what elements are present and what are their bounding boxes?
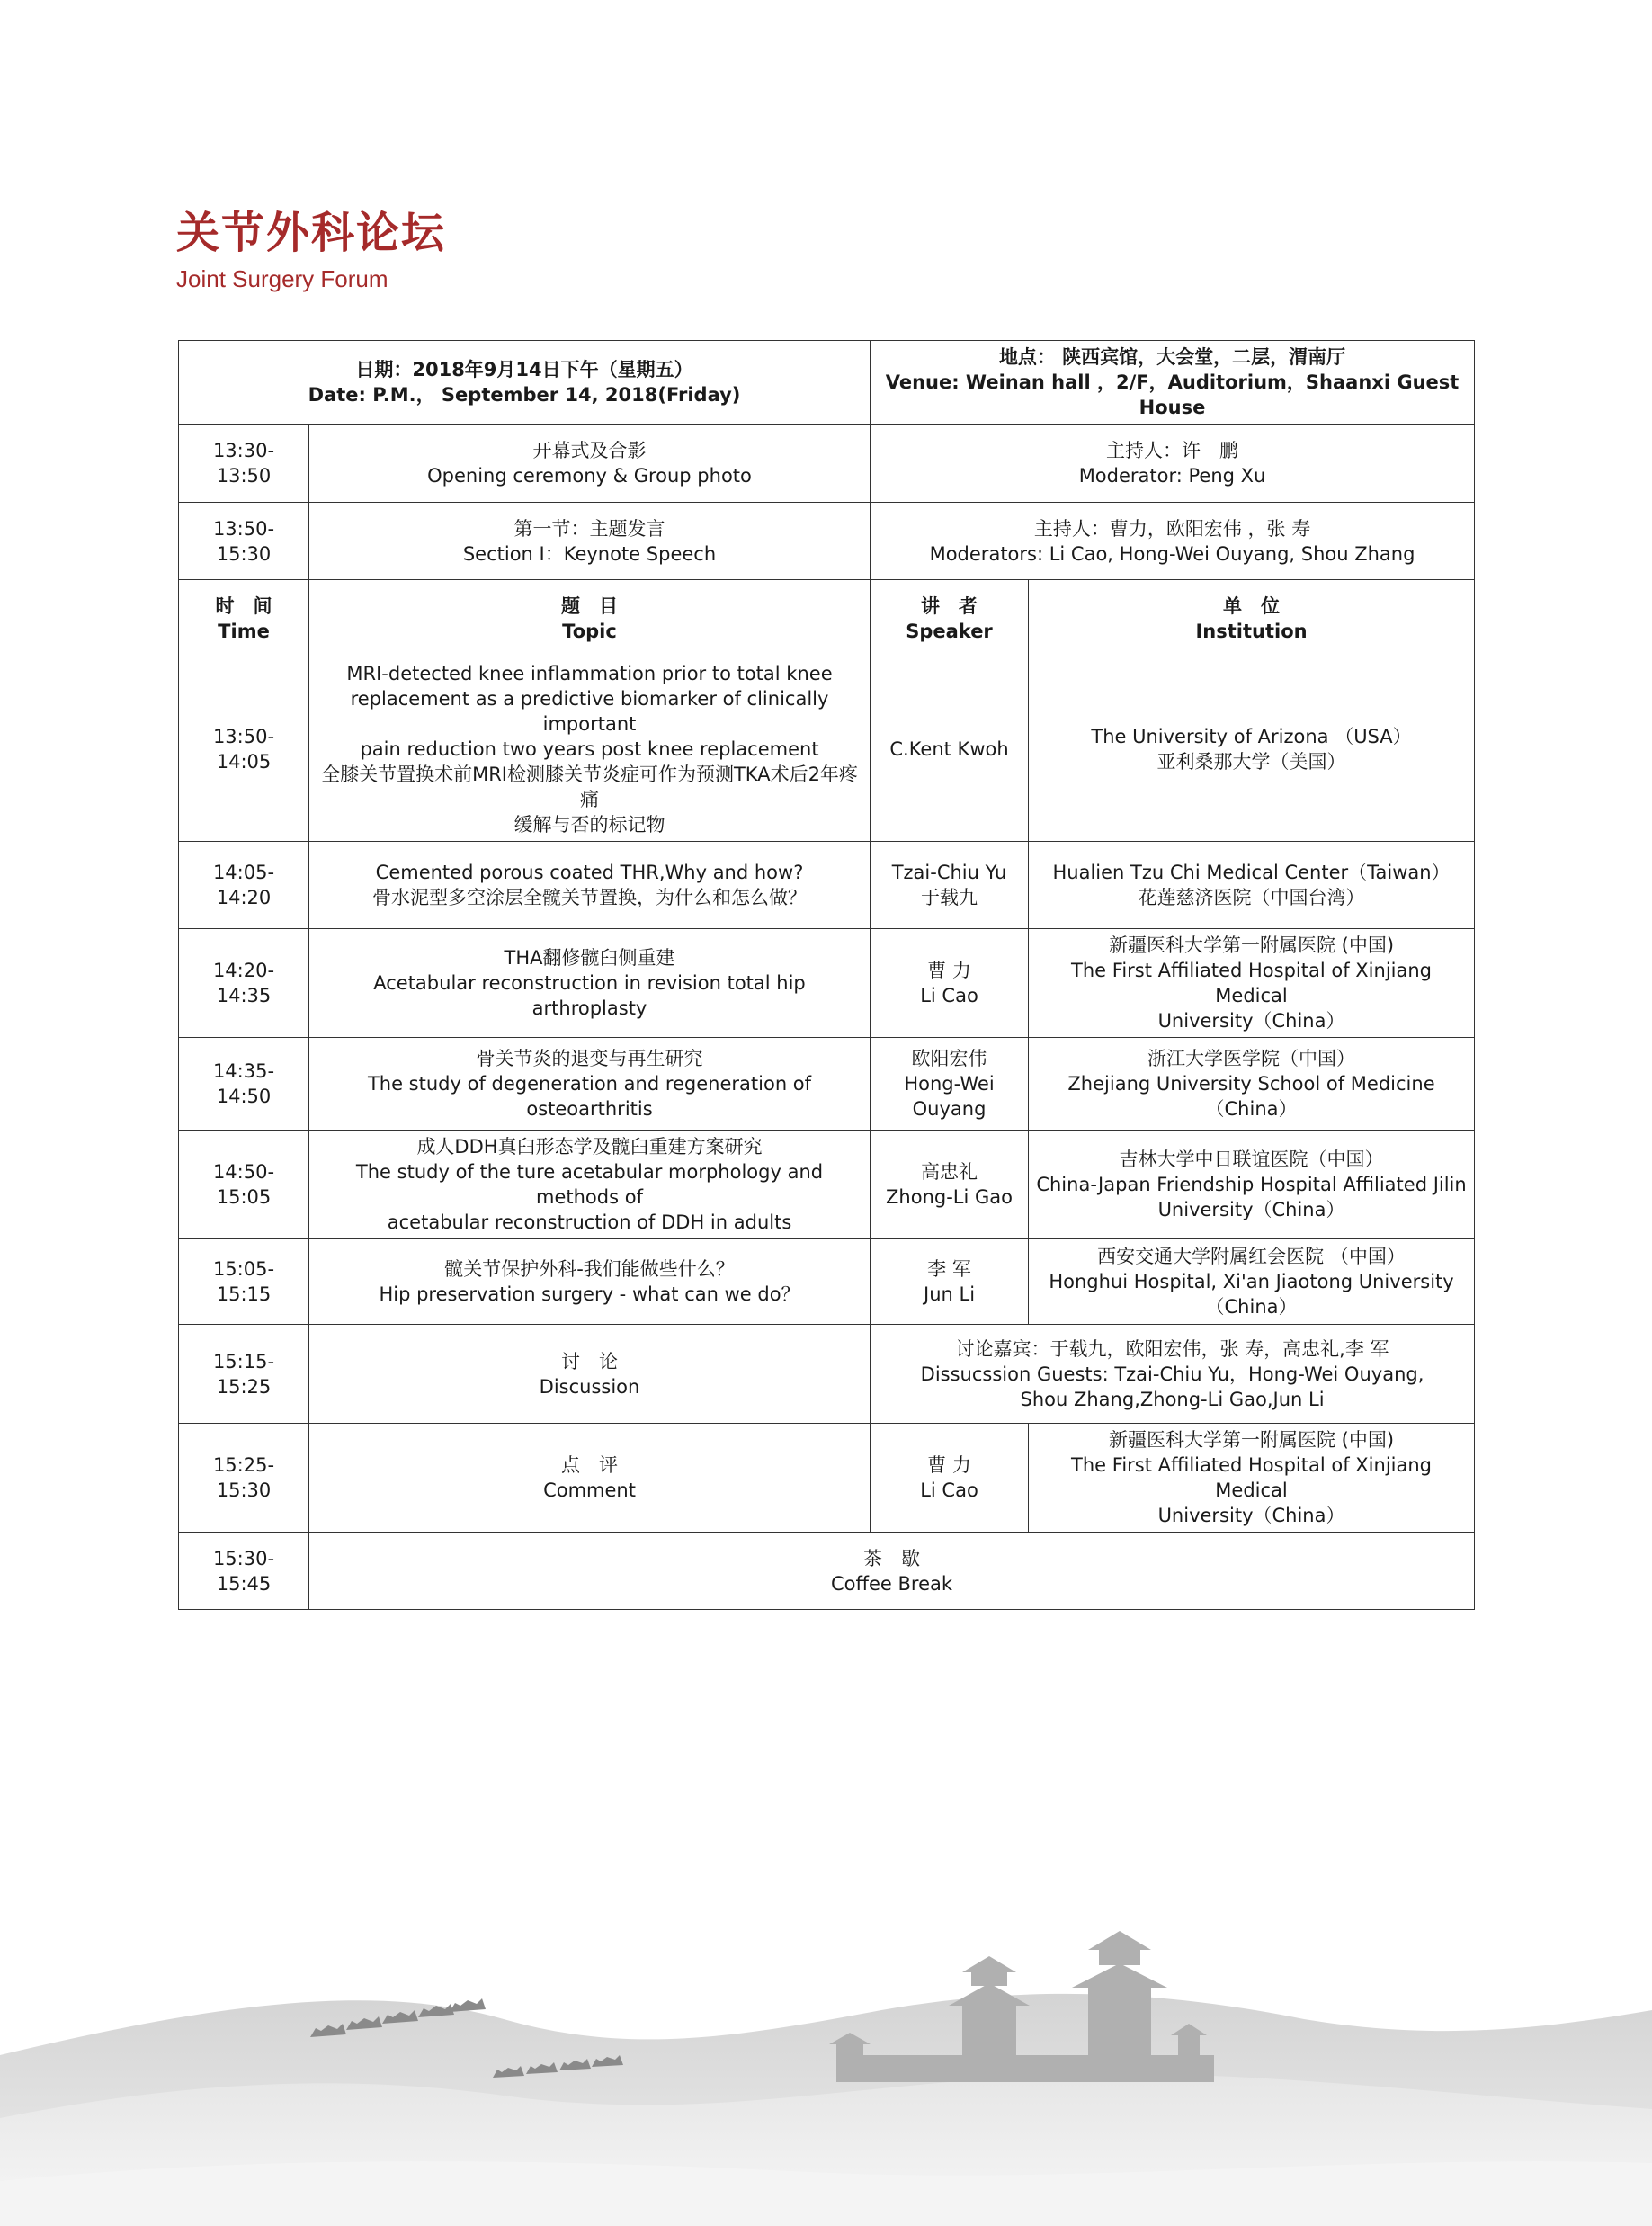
opening-row — [179, 425, 1475, 503]
talk-time: 14:05-14:20 — [179, 842, 309, 929]
talk-topic-line: The study of degeneration and regeneration of osteoarthritis — [367, 1073, 812, 1120]
section-time: 13:50-15:30 — [179, 503, 309, 580]
talk-institution — [1029, 842, 1475, 929]
comment-speaker-line: Li Cao — [920, 1480, 978, 1501]
talk-institution-line: 亚利桑那大学（美国） — [1156, 751, 1346, 773]
discussion-row — [179, 1325, 1475, 1424]
talk-topic-line: Hip preservation surgery - what can we do？ — [379, 1283, 800, 1305]
talk-topic-line: MRI-detected knee inflammation prior to total knee — [346, 663, 833, 684]
col-header-topic — [309, 580, 871, 657]
opening-topic — [309, 425, 871, 503]
venue-en: Venue: Weinan hall ，2/F，Auditorium，Shaanxi Guest House — [885, 371, 1460, 418]
talk-time: 15:05-15:15 — [179, 1239, 309, 1325]
talk-institution — [1029, 1038, 1475, 1131]
talk-topic — [309, 842, 871, 929]
talk-topic-line: 全膝关节置换术前MRI检测膝关节炎症可作为预测TKA术后2年疼痛 — [321, 764, 858, 810]
talk-speaker — [871, 657, 1029, 842]
talk-speaker-line: Zhong-Li Gao — [886, 1186, 1013, 1208]
talk-topic-line: pain reduction two years post knee replacement — [360, 738, 819, 760]
discussion-time: 15:15-15:25 — [179, 1325, 309, 1424]
talk-speaker-line: Hong-Wei — [904, 1073, 995, 1095]
forum-header — [176, 198, 446, 293]
talk-speaker — [871, 929, 1029, 1038]
talk-topic-line: 骨水泥型多空涂层全髋关节置换，为什么和怎么做？ — [372, 887, 807, 908]
talk-speaker-line: Tzai-Chiu Yu — [891, 862, 1007, 883]
talk-speaker-line: Ouyang — [912, 1098, 987, 1120]
opening-topic-en: Opening ceremony & Group photo — [427, 465, 752, 487]
talk-time: 14:50-15:05 — [179, 1131, 309, 1239]
talk-institution-line: （China） — [1205, 1296, 1298, 1318]
section-moderators — [871, 503, 1475, 580]
forum-title-cn: 关节外科论坛 — [176, 208, 447, 258]
comment-institution — [1029, 1424, 1475, 1533]
col-topic-en: Topic — [562, 620, 617, 642]
talk-topic-line: Cemented porous coated THR,Why and how? — [375, 862, 804, 883]
talk-institution-line: China-Japan Friendship Hospital Affiliated Jilin — [1036, 1174, 1467, 1195]
comment-institution-line: University（China） — [1157, 1505, 1345, 1526]
opening-moderator-en: Moderator: Peng Xu — [1078, 465, 1266, 487]
talk-institution-line: The University of Arizona （USA） — [1091, 726, 1412, 747]
talk-row — [179, 1038, 1475, 1131]
comment-speaker-line: 曹 力 — [927, 1454, 971, 1476]
col-header-speaker — [871, 580, 1029, 657]
talk-row — [179, 842, 1475, 929]
col-institution-cn: 单 位 — [1223, 594, 1281, 617]
forum-title-en: Joint Surgery Forum — [176, 265, 388, 292]
talk-row — [179, 929, 1475, 1038]
talk-time: 14:20-14:35 — [179, 929, 309, 1038]
discussion-topic-line: 讨 论 — [561, 1350, 618, 1372]
col-header-time — [179, 580, 309, 657]
comment-speaker — [871, 1424, 1029, 1533]
talk-institution — [1029, 1131, 1475, 1239]
talk-institution-line: Honghui Hospital, Xi'an Jiaotong University — [1049, 1271, 1454, 1292]
talk-institution-line: University（China） — [1157, 1010, 1345, 1032]
comment-institution-line: The First Affiliated Hospital of Xinjiang Medical — [1071, 1454, 1432, 1501]
talk-topic-line: 髋关节保护外科-我们能做些什么？ — [444, 1258, 735, 1280]
talk-institution — [1029, 1239, 1475, 1325]
talk-institution-line: Zhejiang University School of Medicine — [1067, 1073, 1435, 1095]
discussion-guests-line: 讨论嘉宾：于载九，欧阳宏伟，张 寿，高忠礼,李 军 — [955, 1337, 1389, 1360]
talk-institution-line: 吉林大学中日联谊医院（中国） — [1119, 1149, 1384, 1170]
talk-institution-line: Hualien Tzu Chi Medical Center（Taiwan） — [1052, 862, 1451, 883]
talk-time: 14:35-14:50 — [179, 1038, 309, 1131]
talk-topic-line: acetabular reconstruction of DDH in adults — [387, 1211, 792, 1233]
talk-institution-line: 西安交通大学附属红会医院 （中国） — [1097, 1246, 1406, 1267]
coffee-label-line: 茶 歇 — [863, 1547, 921, 1569]
talk-topic-line: 成人DDH真臼形态学及髋臼重建方案研究 — [416, 1136, 763, 1158]
section-moderator-en: Moderators: Li Cao, Hong-Wei Ouyang, Shou Zhang — [929, 542, 1415, 565]
talk-speaker — [871, 1131, 1029, 1239]
comment-topic-line: Comment — [543, 1480, 636, 1501]
talk-speaker-line: 高忠礼 — [921, 1161, 978, 1183]
talk-speaker-line: Li Cao — [920, 985, 978, 1006]
talk-topic — [309, 1131, 871, 1239]
col-institution-en: Institution — [1195, 620, 1308, 642]
discussion-guests-line: Shou Zhang,Zhong-Li Gao,Jun Li — [1020, 1388, 1325, 1410]
talk-topic-line: THA翻修髋臼侧重建 — [504, 947, 675, 969]
talk-topic-line: replacement as a predictive biomarker of clinically important — [350, 688, 829, 735]
opening-time: 13:30-13:50 — [179, 425, 309, 503]
venue-cn: 地点： 陕西宾馆，大会堂，二层，渭南厅 — [998, 346, 1346, 368]
coffee-break-row — [179, 1533, 1475, 1610]
col-time-cn: 时 间 — [215, 594, 272, 617]
talk-row — [179, 1131, 1475, 1239]
talk-institution — [1029, 929, 1475, 1038]
info-row — [179, 341, 1475, 425]
talk-topic — [309, 657, 871, 842]
talk-speaker-line: C.Kent Kwoh — [889, 738, 1009, 760]
talk-topic — [309, 1239, 871, 1325]
col-speaker-cn: 讲 者 — [921, 594, 978, 617]
comment-topic-line: 点 评 — [561, 1454, 618, 1476]
talk-institution-line: 浙江大学医学院（中国） — [1147, 1048, 1356, 1069]
program-table — [178, 340, 1475, 1610]
comment-row — [179, 1424, 1475, 1533]
opening-topic-cn: 开幕式及合影 — [532, 440, 647, 461]
comment-time: 15:25-15:30 — [179, 1424, 309, 1533]
date-cn: 日期：2018年9月14日下午（星期五） — [355, 359, 693, 380]
section-topic-cn: 第一节：主题发言 — [513, 517, 665, 540]
talk-topic-line: 缓解与否的标记物 — [513, 814, 665, 836]
talk-topic-line: The study of the ture acetabular morphology and methods of — [355, 1161, 824, 1208]
venue-cell — [871, 341, 1475, 425]
column-header-row — [179, 580, 1475, 657]
talk-topic-line: 骨关节炎的退变与再生研究 — [476, 1048, 703, 1069]
discussion-guests-line: Dissucssion Guests: Tzai-Chiu Yu，Hong-Wei Ouyang, — [920, 1363, 1424, 1385]
opening-moderator-cn: 主持人：许 鹏 — [1106, 440, 1239, 461]
talk-speaker-line: 李 军 — [927, 1258, 971, 1280]
talk-speaker — [871, 1239, 1029, 1325]
discussion-topic — [309, 1325, 871, 1424]
date-en: Date: P.M.， September 14, 2018(Friday) — [308, 384, 741, 406]
talk-institution-line: （China） — [1205, 1098, 1298, 1120]
discussion-topic-line: Discussion — [539, 1375, 640, 1398]
section-topic — [309, 503, 871, 580]
coffee-time: 15:30-15:45 — [179, 1533, 309, 1610]
talk-institution-line: 花莲慈济医院（中国台湾） — [1138, 887, 1365, 908]
comment-institution-line: 新疆医科大学第一附属医院 (中国) — [1108, 1429, 1395, 1451]
talk-speaker — [871, 842, 1029, 929]
talk-topic — [309, 1038, 871, 1131]
talk-speaker-line: 欧阳宏伟 — [911, 1048, 987, 1069]
coffee-label-line: Coffee Break — [831, 1572, 953, 1595]
coffee-label — [309, 1533, 1475, 1610]
talk-time: 13:50-14:05 — [179, 657, 309, 842]
talk-row — [179, 657, 1475, 842]
comment-topic — [309, 1424, 871, 1533]
opening-moderator — [871, 425, 1475, 503]
section-row — [179, 503, 1475, 580]
talk-institution-line: University（China） — [1157, 1199, 1345, 1220]
talk-institution-line: The First Affiliated Hospital of Xinjiang Medical — [1071, 960, 1432, 1006]
talk-speaker-line: 曹 力 — [927, 960, 971, 981]
talk-speaker — [871, 1038, 1029, 1131]
col-topic-cn: 题 目 — [561, 594, 618, 617]
talk-row — [179, 1239, 1475, 1325]
col-time-en: Time — [218, 620, 270, 642]
talk-topic-line: Acetabular reconstruction in revision total hip arthroplasty — [373, 972, 806, 1019]
col-header-institution — [1029, 580, 1475, 657]
talk-speaker-line: Jun Li — [924, 1283, 976, 1305]
date-cell — [179, 341, 871, 425]
section-topic-en: Section Ⅰ：Keynote Speech — [462, 542, 717, 565]
talk-institution — [1029, 657, 1475, 842]
col-speaker-en: Speaker — [906, 620, 993, 642]
desert-landscape-illustration — [0, 1884, 1652, 2226]
section-moderator-cn: 主持人：曹力，欧阳宏伟 ，张 寿 — [1033, 517, 1311, 540]
talk-topic — [309, 929, 871, 1038]
discussion-guests — [871, 1325, 1475, 1424]
talk-institution-line: 新疆医科大学第一附属医院 (中国) — [1108, 934, 1395, 956]
talk-speaker-line: 于载九 — [921, 887, 978, 908]
